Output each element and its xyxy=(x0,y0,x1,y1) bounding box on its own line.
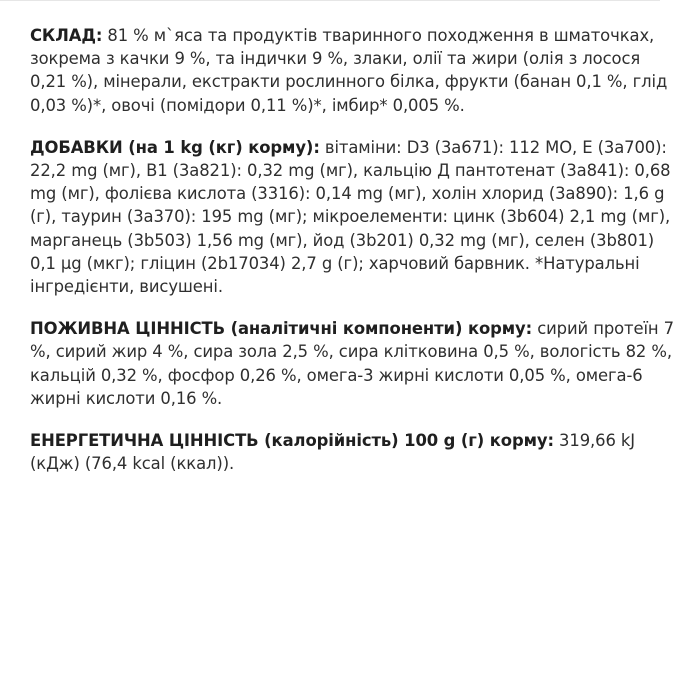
product-composition-text xyxy=(30,24,680,494)
top-divider xyxy=(0,0,660,1)
composition-section xyxy=(30,24,680,117)
additives-section xyxy=(30,136,680,298)
nutritional-value-heading: ПОЖИВНА ЦІННІСТЬ (аналітичні компоненти) корму: xyxy=(30,319,533,339)
composition-heading: СКЛАД: xyxy=(30,26,103,45)
energy-value-heading: ЕНЕРГЕТИЧНА ЦІННІСТЬ (калорійність) 100 g (г) корму: xyxy=(30,431,554,451)
additives-heading: ДОБАВКИ (на 1 kg (кг) корму): xyxy=(30,137,320,157)
additives-body: вітаміни: D3 (3a671): 112 МО, E (3a700): 22,2 mg (мг), B1 (3a821): 0,32 mg (мг), кальцію Д пантотенат (3a841): 0,68 mg (мг), фолієва кислота (3316): 0,14 mg (мг), холін хлорид (3a890): 1,6 g (г), таурин (3a370): 195 mg (мг); мікроелементи: цинк (3b604) 2,1 mg (мг), марганець (3b503) 1,56 mg (мг), йод (3b201) 0,32 mg (мг), селен (3b801) 0,1 µg (мкг); гліцин (2b17034) 2,7 g (г); харчовий барвник. *Натуральні інгредієнти, висушені. xyxy=(30,137,671,297)
nutritional-value-body: сирий протеїн 7 %, сирий жир 4 %, сира зола 2,5 %, сира клітковина 0,5 %, вологість 82 %, кальцій 0,32 %, фосфор 0,26 %, омега-3 жирні кислоти 0,05 %, омега-6 жирні кислоти 0,16 %. xyxy=(30,319,674,408)
nutritional-value-section xyxy=(30,317,680,410)
energy-value-section xyxy=(30,429,680,475)
composition-body: 81 % м`яса та продуктів тваринного походження в шматочках, зокрема з качки 9 %, та індички 9 %, злаки, олії та жири (олія з лосося 0,21 %), мінерали, екстракти рослинного білка, фрукти (банан 0,1 %, глід 0,03 %)*, овочі (помідори 0,11 %)*, імбир* 0,005 %. xyxy=(30,26,668,115)
energy-value-body: 319,66 kJ (кДж) (76,4 kcal (ккал)). xyxy=(30,431,636,474)
